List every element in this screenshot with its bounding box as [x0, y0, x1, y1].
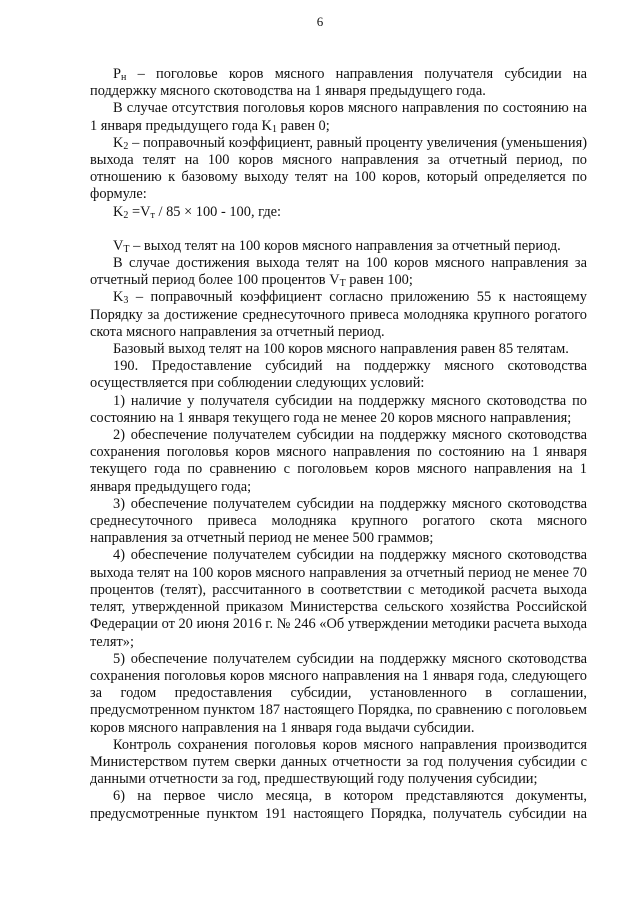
- text-run: – выход телят на 100 коров мясного направления за отчетный период.: [129, 237, 561, 254]
- paragraph-p5: [90, 238, 587, 255]
- subscript: т: [150, 209, 155, 221]
- subscript: н: [121, 72, 127, 83]
- text-run: 190. Предоставление субсидий на поддержку мясного скотоводства осуществляется при соблюдении следующих условий:: [90, 358, 587, 392]
- paragraph-p3: [90, 135, 587, 204]
- text-run: =V: [128, 203, 151, 220]
- text-run: В случае отсутствия поголовья коров мясного направления по состоянию на 1 января предыдущего года K: [90, 100, 587, 134]
- text-run: – поправочный коэффициент согласно приложению 55 к настоящему Порядку за достижение среднесуточного привеса молодняка крупного рогатого скота мясного направления за отчетный период.: [90, 289, 587, 340]
- subscript: Т: [123, 243, 130, 255]
- paragraph-p7: [90, 289, 587, 341]
- text-run: / 85 × 100 - 100, где:: [154, 203, 282, 220]
- paragraph-p6: [90, 255, 587, 289]
- text-run: 2) обеспечение получателем субсидии на поддержку мясного скотоводства сохранения поголовья коров мясного направления по состоянию на 1 января текущего года по сравнению с поголовьем коров мясного направления на 1 января предыдущего года;: [90, 427, 587, 495]
- text-run: K: [113, 134, 124, 151]
- paragraph-p12: [90, 496, 587, 548]
- text-run: 5) обеспечение получателем субсидии на поддержку мясного скотоводства сохранения поголовья коров мясного направления на 1 января года, следующего за годом предоставления субсидии, установленного в соглашении, предусмотренном пунктом 187 настоящего Порядка, по сравнению с поголовьем коров мясного направления на 1 января года выдачи субсидии.: [90, 650, 587, 736]
- page-number: 6: [316, 14, 324, 29]
- text-run: равен 100;: [345, 272, 413, 289]
- text-run: равен 0;: [276, 117, 330, 134]
- text-run: 6) на первое число месяца, в котором представляются документы, предусмотренные пунктом 191 настоящего Порядка, получатель субсидии на: [90, 788, 587, 822]
- text-run: K: [113, 203, 124, 220]
- paragraph-p2: [90, 100, 587, 134]
- text-run: 4) обеспечение получателем субсидии на поддержку мясного скотоводства выхода телят на 100 коров мясного направления за отчетный период не менее 70 процентов (телят), рассчитанного в соответствии с методикой расчета выхода телят, утвержденной приказом Министерства сельского хозяйства Российской Федерации от 20 июня 2016 г. № 246 «Об утверждении методики расчета выхода телят»;: [90, 547, 587, 650]
- paragraph-p9: [90, 358, 587, 392]
- paragraph-p13: [90, 547, 587, 650]
- subscript: Т: [339, 278, 346, 290]
- paragraph-p1: [90, 66, 587, 100]
- text-run: В случае достижения выхода телят на 100 коров мясного направления за отчетный период более 100 процентов V: [90, 255, 587, 289]
- text-run: K: [113, 289, 124, 306]
- paragraph-p8: [90, 341, 587, 358]
- subscript: 1: [271, 123, 277, 135]
- text-run: – поголовье коров мясного направления получателя субсидии на поддержку мясного скотоводства на 1 января предыдущего года.: [90, 66, 587, 100]
- text-run: P: [113, 66, 122, 82]
- document-body: [90, 66, 587, 823]
- paragraph-p14: [90, 651, 587, 737]
- text-run: Базовый выход телят на 100 коров мясного направления равен 85 телятам.: [113, 341, 569, 358]
- text-run: V: [113, 237, 124, 254]
- text-run: – поправочный коэффициент, равный проценту увеличения (уменьшения) выхода телят на 100 коров мясного направления за отчетный период, по отношению к базовому выходу телят на 100 коров, который определяется по формуле:: [90, 134, 587, 203]
- subscript: 3: [123, 295, 129, 307]
- subscript: 2: [123, 209, 129, 221]
- text-run: Контроль сохранения поголовья коров мясного направления производится Министерством путем сверки данных отчетности за год получения субсидии с данными отчетности за год, предшествующий году получения субсидии;: [90, 736, 587, 788]
- paragraph-p16: [90, 788, 587, 822]
- paragraph-p4: [90, 204, 587, 221]
- text-run: 3) обеспечение получателем субсидии на поддержку мясного скотоводства среднесуточного привеса молодняка крупного рогатого скота мясного направления за отчетный период не менее 500 граммов;: [90, 495, 587, 547]
- paragraph-p10: [90, 393, 587, 427]
- text-run: 1) наличие у получателя субсидии на поддержку мясного скотоводства по состоянию на 1 января текущего года не менее 20 коров мясного направления;: [90, 392, 587, 426]
- paragraph-p11: [90, 427, 587, 496]
- subscript: 2: [123, 140, 129, 152]
- paragraph-p15: [90, 737, 587, 789]
